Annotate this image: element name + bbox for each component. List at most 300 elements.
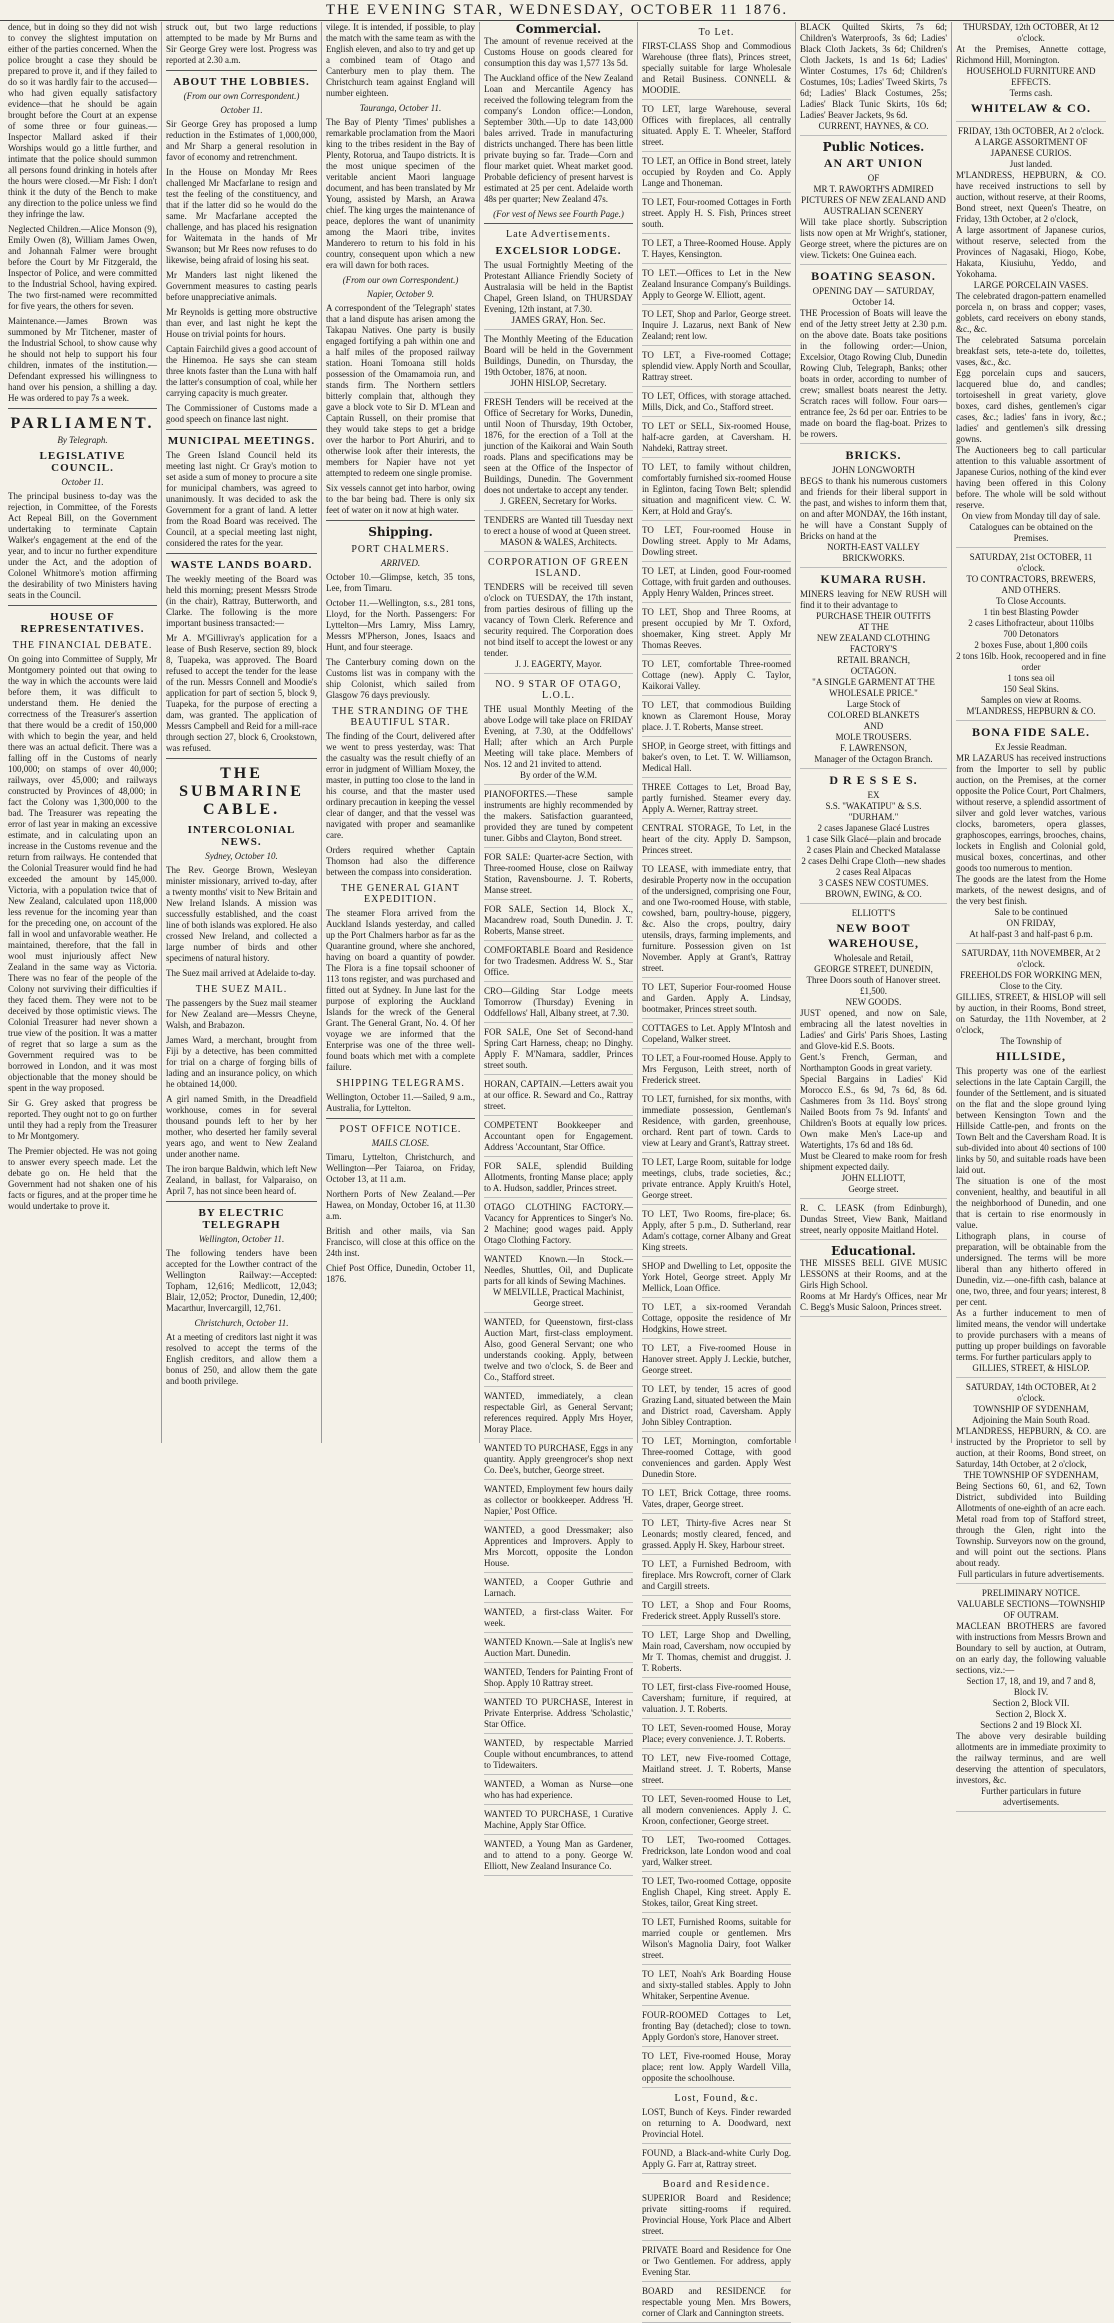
section-heading: Commercial.	[515, 22, 602, 36]
advertisement	[642, 41, 791, 100]
ad-text: TO LET, a Five-roomed House in Hanover street. Apply J. Leckie, butcher, George street.	[642, 1343, 791, 1375]
ad-line: JOHN LONGWORTH	[832, 465, 915, 475]
ad-line: 700 Detonators	[1003, 629, 1059, 639]
ad-line: PRELIMINARY NOTICE.	[981, 1588, 1081, 1598]
ad-text: JUST opened, and now on Sale, embracing all the latest novelties in Ladies' and Girls' Paris Shoes, Lasting and Glove-kid E.S. Boots.	[800, 1008, 947, 1051]
advertisement	[642, 1094, 791, 1153]
column-6	[796, 22, 952, 1443]
ad-text: FOR SALE, Section 14, Block X., Macandrew road, South Dunedin. J. T. Roberts, Manse street.	[484, 904, 633, 936]
ad-signature: JAMES GRAY, Hon. Sec.	[511, 315, 606, 325]
advertisement	[642, 1723, 791, 1749]
advertisement	[484, 1525, 633, 1573]
ad-line: Just landed.	[1009, 159, 1053, 169]
ad-title: KUMARA RUSH.	[820, 572, 927, 586]
article-paragraph: The Canterbury coming down on the Customs list was in company with the ship Colonist, which sailed from Glasgow 76 days previously.	[326, 657, 475, 700]
article-paragraph: Captain Fairchild gives a good account of the Hinemoa. He says she can steam three knots faster than the Luna with half the latter's consumption of coal, while her carrying capacity is much greater.	[166, 344, 317, 398]
ad-text: Will take place shortly. Subscription lists now open at Mr Wright's, stationer, George street, where the pictures are on view. Tickets: One Guinea each.	[800, 217, 947, 260]
ad-text: Gent.'s French, German, and Northampton Goods in great variety.	[800, 1052, 947, 1073]
divider	[166, 1201, 317, 1202]
ad-line: OCTAGON.	[850, 666, 897, 676]
ad-line: SATURDAY, 21st OCTOBER, 11 o'clock.	[969, 552, 1093, 573]
ad-line: GEORGE STREET, DUNEDIN,	[814, 964, 933, 974]
ad-text: R. C. LEASK (from Edinburgh), Dundas Street, View Bank, Maitland street, nearly opposite Maitland Hotel.	[800, 1203, 947, 1235]
byline: (From our own Correspondent.)	[183, 91, 300, 101]
ad-text: GILLIES, STREET, & HISLOP will sell by auction, in their Rooms, Bond street, on Saturday, the 11th November, at 2 o'clock,	[956, 992, 1106, 1035]
advertisement	[800, 572, 947, 769]
advertisement	[642, 1157, 791, 1205]
ad-text: TO LET, Four-roomed House in Dowling street. Apply to Mr Adams, Dowling street.	[642, 525, 791, 557]
ad-text: TO LET, Brick Cottage, three rooms. Vates, draper, George street.	[642, 1488, 791, 1509]
advertisement	[642, 1488, 791, 1514]
advertisement	[642, 782, 791, 819]
ad-line: M'LANDRESS, HEPBURN & CO.	[966, 706, 1096, 716]
ad-title: HILLSIDE,	[995, 1049, 1067, 1063]
ad-text: THREE Cottages to Let, Broad Bay, partly furnished. Steamer every day. Apply A. Werner, Rattray street.	[642, 782, 791, 814]
article-paragraph: In the House on Monday Mr Rees challenged Mr Macfarlane to resign and test the feeling of the constituency, and that if the latter did so he would do the same. Mr Macfarlane accepted the challenge, and has placed his resignation for Waitemata in the hands of Mr Swanson; but Mr Rees now refuses to do likewise, being afraid of losing his seat.	[166, 167, 317, 265]
ad-text: TO LET, Two-roomed Cottages. Fredrickson, late London wood and coal yard, Walker street.	[642, 1835, 791, 1867]
ad-line: 1 tons sea oil	[1007, 673, 1055, 683]
divider	[8, 408, 157, 409]
article-paragraph: At a meeting of creditors last night it was resolved to accept the terms of the English creditors, and allow them a bonus of 250, and allow them the gate and booth privilege.	[166, 1332, 317, 1386]
ad-text: The situation is one of the most convenient, healthy, and beautiful in all the neighborhood of Dunedin, and one that is certain to rise enormously in value.	[956, 1176, 1106, 1230]
advertisement	[642, 2286, 791, 2323]
ad-line: BROWN, EWING, & CO.	[825, 889, 922, 899]
advertisement	[642, 1261, 791, 1298]
divider	[166, 429, 317, 430]
article-paragraph: The Bay of Plenty 'Times' publishes a remarkable proclamation from the Maori king to the tribes resident in the Bay of Plenty, Rotorua, and Taupo districts. It is the most unique specimen of the veritable ancient Maori language document, and has been translated by Mr Young, assisted by Marsh, an Arawa chief. The king urges the maintenance of peace, deplores the want of unanimity among the Maori tribe, invites Manderero to return to his fold in his country, consequent upon which a new era will dawn for both races.	[326, 117, 475, 270]
note: (For vest of News see Fourth Page.)	[493, 209, 624, 219]
ad-text: At the Premises, Annette cottage, Richmond Hill, Mornington.	[956, 44, 1106, 65]
advertisement	[800, 156, 947, 265]
ad-text: TO LET, Thirty-five Acres near St Leonards; mostly cleared, fenced, and grassed. Apply H. Skey, Harbour street.	[642, 1518, 791, 1550]
advertisement	[642, 268, 791, 305]
ad-text: The Monthly Meeting of the Education Board will be held in the Government Buildings, Dunedin, on Thursday, the 19th October, 1876, at noon.	[484, 334, 633, 377]
ad-line: Catalogues can be obtained on the Premises.	[969, 522, 1093, 543]
ad-text: TO LET, furnished, for six months, with immediate possession, Gentleman's Residence, with garden, greenhouse, orchard. Rent part of town. Cards to view at Leary and Grant's, Rattray street.	[642, 1094, 791, 1148]
article-paragraph: On going into Committee of Supply, Mr Montgomery pointed out that owing to the way in which the accounts were laid before them, it was difficult to understand them. He denied the correctness of the Treasurer's assertion that there would be a credit of 150,000 with which to begin the year, and held there was an actual deficit. There was a falling off in the Customs of nearly 100,000; on stamps of over 40,000; railways, over 45,000; and railways constructed by Provinces of 48,000; in fact the Colony was 1,300,000 to the bad. The Treasurer was repeating the error of last year in making an excessive estimate, and in calculating upon an increase in the Customs revenue and the return from railways. He contended that the Colonial Treasurer would find he had exceeded the amount by 145,000. Victoria, with a population twice that of New Zealand, calculated upon 118,000 less revenue for the incoming year than for the preceding one, on account of the fall in wool and unfavorable weather. He maintained, therefore, that the fall in wool must injuriously affect New Zealand in the same way as Victoria. There was no fear of the people of the Colony not surviving their difficulties if they faced them. They were not to be deceived by those optimistic views. The Colonial Treasurer had never shown a true view of the position. It was a matter of regret that so large a sum as the Government required was to be borrowed in London, and it was most objectionable that the money should be spent in the way proposed.	[8, 654, 157, 1093]
ad-line: COLORED BLANKETS	[827, 710, 920, 720]
ad-text: Egg porcelain cups and saucers, lacquered blue do, and candles; tortoiseshell in great variety, glove boxes, card dishes, gentlemen's cigar cases, &c.; ladies' fans in ivory, &c.; ladies' and gentlemen's silk dressing gowns.	[956, 368, 1106, 444]
dateline: Wellington, October 11.	[198, 1234, 285, 1244]
dateline: Christchurch, October 11.	[194, 1318, 289, 1328]
advertisement	[484, 904, 633, 941]
ad-line: Large Stock of	[846, 699, 901, 709]
article-paragraph: Maintenance.—James Brown was summoned by Mr Titchener, master of the Industrial School, to show cause why he should not help to support his four children, inmates of the institution.—Defendant expressed his willingness to hand over his pension, a shilling a day. He was ordered to pay 7s a week.	[8, 316, 157, 403]
ad-text: WANTED Known.—Sale at Inglis's new Auction Mart. Dunedin.	[484, 1637, 633, 1658]
advertisement	[642, 2010, 791, 2047]
advertisement	[642, 238, 791, 264]
ad-text: TO LET, Shop and Three Rooms, at present occupied by Mr T. Oxford, shoemaker, King street. Apply Mr Thomas Reeves.	[642, 607, 791, 650]
ad-text: The goods are the latest from the Home markets, of the newest designs, and of the very best finish.	[956, 874, 1106, 906]
ad-line: 2 cases Lithofracteur, about 110lbs	[968, 618, 1094, 628]
ad-line: GILLIES, STREET, & HISLOP.	[972, 1363, 1090, 1373]
ad-text: A large assortment of Japanese curios, without reserve, selected from the Provinces of Nagasaki, Hiogo, Kobe, Hakata, Kiusiuhu, Yeddo, and Yokohama.	[956, 225, 1106, 279]
ad-title: D R E S S E S.	[829, 773, 918, 787]
masthead	[0, 0, 1114, 21]
advertisement	[642, 1302, 791, 1339]
ad-line: On view from Monday till day of sale.	[961, 511, 1101, 521]
advertisement	[642, 1969, 791, 2006]
advertisement	[642, 2245, 791, 2282]
advertisement	[642, 1835, 791, 1872]
ad-line: F. LAWRENSON,	[840, 743, 907, 753]
advertisement	[800, 269, 947, 444]
ad-text: BEGS to thank his numerous customers and friends for their liberal support in the past, and wishes to inform them that, on and after MONDAY, the 16th instant, he will have a Constant Supply of Bricks on hand at the	[800, 476, 947, 541]
advertisement	[642, 2148, 791, 2174]
ad-text: WANTED, Tenders for Painting Front of Shop. Apply 10 Rattray street.	[484, 1667, 633, 1688]
ad-text: FOR SALE, One Set of Second-hand Spring Cart Harness, cheap; no Dinghy. Apply F. M'Namara, saddler, Princes street south.	[484, 1027, 633, 1070]
ad-text: PRIVATE Board and Residence for One or Two Gentlemen. For address, apply Evening Star.	[642, 2245, 791, 2277]
ad-text: WANTED, by respectable Married Couple without encumbrances, to attend to Tidewaiters.	[484, 1738, 633, 1770]
dateline: October 11.	[61, 477, 104, 487]
ad-text: COTTAGES to Let. Apply M'Intosh and Copeland, Walker street.	[642, 1023, 791, 1044]
advertisement	[642, 309, 791, 346]
ad-text: TO LET, to family without children, comfortably furnished six-roomed House in Eglinton, facing Town Belt; splendid situation and magnificent view. C. W. Kerr, at Hold and Gray's.	[642, 462, 791, 516]
advertisement	[642, 104, 791, 152]
ad-text: TO LET, Offices, with storage attached. Mills, Dick, and Co., Stafford street.	[642, 391, 791, 412]
ad-text: SHOP and Dwelling to Let, opposite the York Hotel, George street. Apply Mr Mellick, Loan Office.	[642, 1261, 791, 1293]
ad-line: SATURDAY, 14th OCTOBER, At 2 o'clock.	[965, 1382, 1097, 1403]
subheading: MAILS CLOSE.	[371, 1138, 430, 1148]
ad-text: WANTED TO PURCHASE, Interest in Private Enterprise. Address 'Scholastic,' Star Office.	[484, 1697, 633, 1729]
section-heading: Educational.	[831, 1244, 916, 1258]
column-1	[4, 22, 162, 1443]
ad-text: MR LAZARUS has received instructions from the Importer to sell by public auction, on the Premises, at the corner opposite the Police Court, Port Chalmers, without reserve, a splendid assortment of silver and gold lever watches, various clocks, barometers, opera glasses, graphoscopes, earrings, brooches, chains, lockets in English and Colonial gold, musical boxes, concertinas, and other goods too numerous to mention.	[956, 753, 1106, 873]
article-paragraph: Neglected Children.—Alice Monson (9), Emily Owen (8), William James Owen, and Johannah Falmer were brought before the Court by Mr Fitzgerald, the Inspector of Police, and were committed to the Industrial School, having expired. The two first-named were recommitted for five years, the others for seven.	[8, 224, 157, 311]
ad-text: Being Sections 60, 61, and 62, Town District, subdivided into Building Allotments of one-eighth of an acre each.	[956, 1481, 1106, 1513]
article-paragraph: The Premier objected. He was not going to answer every speech made. Let the debate go on. He held that the Government had not shaken one of his facts or figures, and at the proper time he would undertake to prove it.	[8, 1146, 157, 1211]
ad-line: £1,500.	[860, 986, 887, 996]
section-heading: ABOUT THE LOBBIES.	[173, 76, 310, 88]
advertisement	[484, 1667, 633, 1693]
ad-text: MINERS leaving for NEW RUSH will find it to their advantage to	[800, 589, 947, 610]
ad-title: AN ART UNION	[823, 156, 924, 170]
ad-line: THE TOWNSHIP OF SYDENHAM,	[963, 1470, 1099, 1480]
ad-line: 150 Seal Skins.	[1003, 684, 1059, 694]
section-heading: Late Advertisements.	[506, 229, 611, 240]
ad-line: A LARGE ASSORTMENT OF JAPANESE CURIOS.	[974, 137, 1088, 158]
dateline: October 11.	[220, 105, 263, 115]
ad-text: FOUR-ROOMED Cottages to Let, fronting Bay (detached); close to town. Apply Gordon's store, Hanover street.	[642, 2010, 791, 2042]
ad-text: TO LET, Shop and Parlor, George street. Inquire J. Lazarus, next Bank of New Zealand; rent low.	[642, 309, 791, 341]
advertisement	[956, 1382, 1106, 1584]
advertisement	[642, 1794, 791, 1831]
advertisement	[956, 725, 1106, 944]
ad-line: LARGE PORCELAIN VASES.	[973, 280, 1089, 290]
ad-line: ON FRIDAY,	[1006, 918, 1056, 928]
ad-line: EX	[867, 790, 880, 800]
ad-line: AND	[863, 721, 884, 731]
ad-line: OPENING DAY — SATURDAY, October 14.	[812, 286, 935, 307]
section-heading: PARLIAMENT.	[10, 415, 155, 432]
article-paragraph: Timaru, Lyttelton, Christchurch, and Wellington—Per Taiaroa, on Friday, October 13, at 11 a.m.	[326, 1152, 475, 1184]
advertisement	[800, 1258, 947, 1317]
ad-text: TO LET, Large Shop and Dwelling, Main road, Caversham, now occupied by Mr T. Thomas, chemist and druggist. J. T. Roberts.	[642, 1630, 791, 1673]
ad-text: FIRST-CLASS Shop and Commodious Warehouse (three flats), Princes street, specially suitable for large Wholesale and Retail Business. CONNELL & MOODIE.	[642, 41, 791, 95]
advertisement	[484, 1317, 633, 1387]
ad-text: The usual Fortnightly Meeting of the Protestant Alliance Friendly Society of Australasia will be held in the Baptist Chapel, Green Island, on THURSDAY Evening, 12th instant, at 7.30.	[484, 260, 633, 314]
section-heading: Public Notices.	[822, 140, 925, 154]
ad-text: TO LET, Two-roomed Cottage, opposite English Chapel, King street. Apply E. Stokes, tailor, Great King street.	[642, 1876, 791, 1908]
advertisement	[484, 986, 633, 1023]
advertisement	[642, 1209, 791, 1257]
ad-text: FOR SALE: Quarter-acre Section, with Three-roomed House, close on Railway Station, Ravensbourne. J. T. Roberts, Manse street.	[484, 852, 633, 895]
ad-text: TO LET, a Furnished Bedroom, with fireplace. Mrs Rowcroft, corner of Clark and Cargill streets.	[642, 1559, 791, 1591]
ad-line: JOHN ELLIOTT,	[841, 1173, 906, 1183]
advertisement	[484, 1484, 633, 1521]
section-heading: Board and Residence.	[662, 2179, 771, 2190]
dateline: Napier, October 9.	[367, 289, 434, 299]
article-paragraph: The amount of revenue received at the Customs House on goods cleared for consumption this day was 1,577 13s 5d.	[484, 36, 633, 68]
divider	[484, 223, 633, 224]
advertisement	[642, 462, 791, 521]
ad-text: TO LET, new Five-roomed Cottage, Maitland street. J. T. Roberts, Manse street.	[642, 1753, 791, 1785]
column-7	[952, 22, 1110, 1807]
ad-text: TO LET, a Three-Roomed House. Apply T. Hayes, Kensington.	[642, 238, 791, 259]
ad-text: THE Procession of Boats will leave the end of the Jetty street Jetty at 2.30 p.m. on the above date. Boats take positions in the following order:—Union, Excelsior, Otago Rowing Club, Dunedin Rowing Club, Telegraph, Banks; other boats in order, according to number of crew; smallest boats nearest the Jetty. Scratch races will follow. Four oars—entrance fee, 2s 6d per oar. Entries to be made on board the flag-boat. Prizes to be rowers.	[800, 308, 947, 439]
ad-text: TO LET, a Five-roomed Cottage; splendid view. Apply North and Scoullar, Rattray street.	[642, 350, 791, 382]
ad-heading: CORPORATION OF GREEN ISLAND.	[487, 557, 630, 579]
ad-line: THURSDAY, 12th OCTOBER, At 12 o'clock.	[963, 22, 1099, 43]
ad-text: WANTED Known.—In Stock.—Needles, Shuttles, Oil, and Duplicate parts for all kinds of Sewing Machines.	[484, 1254, 633, 1286]
advertisement	[642, 2193, 791, 2241]
advertisement	[484, 1254, 633, 1313]
advertisement	[484, 1839, 633, 1876]
advertisement	[484, 1809, 633, 1835]
ad-text: THE usual Monthly Meeting of the above Lodge will take place on FRIDAY Evening, at 7.30, at the Oddfellows' Hall; after which an Arch Purple Meeting will take place. Members of Nos. 12 and 21 invited to attend.	[484, 704, 633, 769]
advertisement	[484, 852, 633, 900]
article-paragraph: The weekly meeting of the Board was held this morning; present Messrs Strode (in the chair), Rattray, Butterworth, and Clarke. The following is the more important business transacted:—	[166, 574, 317, 628]
ad-text: FOUND, a Black-and-white Curly Dog. Apply G. Farr at, Rattray street.	[642, 2148, 791, 2169]
article-paragraph: Six vessels cannot get into harbor, owing to the bar being bad. There is only six feet of water on it now at high water.	[326, 483, 475, 515]
article-paragraph: October 10.—Glimpse, ketch, 35 tons, Lee, from Timaru.	[326, 572, 475, 593]
ad-text: TO LET, comfortable Three-roomed Cottage (new). Apply C. Taylor, Kaikorai Valley.	[642, 659, 791, 691]
advertisement	[484, 515, 633, 552]
ad-line: "A SINGLE GARMENT AT THE WHOLESALE PRICE."	[812, 677, 935, 698]
ad-signature: By order of the W.M.	[520, 770, 597, 780]
advertisement	[484, 1738, 633, 1775]
advertisement	[484, 1697, 633, 1734]
article-heading: THE FINANCIAL DEBATE.	[12, 640, 153, 651]
ad-text: TO LET, Seven-roomed House, Moray Place; every convenience. J. T. Roberts.	[642, 1723, 791, 1744]
ad-text: TO LET or SELL, Six-roomed House, half-acre garden, at Caversham. H. Nahdeki, Rattray street.	[642, 421, 791, 453]
ad-line: To Close Accounts.	[995, 596, 1067, 606]
ad-text: CENTRAL STORAGE, To Let, in the heart of the city. Apply D. Sampson, Princes street.	[642, 823, 791, 855]
ad-text: LOST, Bunch of Keys. Finder rewarded on returning to A. Doodward, next Provincial Hotel.	[642, 2107, 791, 2139]
ad-line: FRIDAY, 13th OCTOBER, At 2 o'clock.	[958, 126, 1104, 136]
column-4	[480, 22, 638, 1871]
advertisement	[800, 773, 947, 904]
ad-text: COMFORTABLE Board and Residence for two Tradesmen. Address W. S., Star Office.	[484, 945, 633, 977]
advertisement	[642, 1023, 791, 1049]
ad-text: SUPERIOR Board and Residence; private sitting-rooms if required. Provincial House, York Place and Albert street.	[642, 2193, 791, 2236]
ad-text: COMPETENT Bookkeeper and Accountant open for Engagement. Address 'Accountant, Star Office.	[484, 1120, 633, 1152]
article-paragraph: The Commissioner of Customs made a good speech on finance last night.	[166, 403, 317, 424]
article-heading: POST OFFICE NOTICE.	[339, 1124, 462, 1135]
ad-line: MR T. RAWORTH'S ADMIRED PICTURES OF NEW ZEALAND AND AUSTRALIAN SCENERY	[801, 184, 946, 216]
ad-text: SHOP, in George street, with fittings and baker's oven, to Let. T. W. Williamson, Medical Hall.	[642, 741, 791, 773]
advertisement	[956, 22, 1106, 122]
ad-text: WANTED, a good Dressmaker; also Apprentices and Improvers. Apply to Mrs Morcott, opposite the London House.	[484, 1525, 633, 1568]
article-heading: THE GENERAL GIANT EXPEDITION.	[341, 883, 460, 905]
advertisement	[800, 908, 947, 1199]
ad-line: Terms cash.	[1009, 88, 1053, 98]
advertisement	[484, 334, 633, 393]
advertisement	[642, 1559, 791, 1596]
ad-text: TO LEASE, with immediate entry, that desirable Property now in the occupation of the undersigned, comprising one Four, and one Two-roomed House, with stable, cowshed, barn, poultry-house, piggery, &c. Also the crops, poultry, dairy utensils, drays, farming implements, and furniture. Possession given on 1st November. Apply at Grant's, Rattray street.	[642, 864, 791, 973]
advertisement	[642, 156, 791, 193]
ad-text: PIANOFORTES.—These sample instruments are highly recommended by the makers. Satisfaction guaranteed, provided they are tuned by competent tuner. Gibbs and Clayton, Bond street.	[484, 789, 633, 843]
section-heading: To Let.	[698, 27, 735, 38]
advertisement	[642, 607, 791, 655]
ad-text: TO LET, Seven-roomed House to Let, all modern conveniences. Apply J. C. Kroon, confectioner, George street.	[642, 1794, 791, 1826]
ad-text: WANTED, Employment few hours daily as collector or bookkeeper. Address 'H. Napier,' Post Office.	[484, 1484, 633, 1516]
ad-line: Wholesale and Retail,	[833, 953, 914, 963]
ad-signature: JOHN HISLOP, Secretary.	[510, 378, 607, 388]
byline: By Telegraph.	[57, 435, 108, 445]
ad-line: ELLIOTT'S	[851, 908, 896, 918]
ad-text: MACLEAN BROTHERS are favored with instructions from Messrs Brown and Boundary to sell by auction, at Outram, on an early day, the following valuable sections, viz.:—	[956, 1621, 1106, 1675]
divider	[8, 605, 157, 606]
advertisement	[484, 945, 633, 982]
article-paragraph: British and other mails, via San Francisco, will close at this office on the 24th inst.	[326, 1226, 475, 1258]
advertisement	[484, 1391, 633, 1439]
advertisement	[642, 2051, 791, 2088]
ad-text: WANTED TO PURCHASE, Eggs in any quantity. Apply greengrocer's shop next Co. Dee's, butcher, George street.	[484, 1443, 633, 1475]
ad-text: TO LET, a Shop and Four Rooms, Frederick street. Apply Russell's store.	[642, 1600, 791, 1621]
ad-line: 2 tons 16lb. Hook, recoopered and in fine order	[956, 651, 1106, 672]
ad-text: TO LET, a Four-roomed House. Apply to Mrs Ferguson, Leith street, north of Frederick street.	[642, 1053, 791, 1085]
ad-text: HORAN, CAPTAIN.—Letters await you at our office. R. Seward and Co., Rattray street.	[484, 1079, 633, 1111]
ad-line: MOLE TROUSERS.	[835, 732, 912, 742]
ad-line: RETAIL BRANCH,	[837, 655, 910, 665]
ad-line: 1 case Silk Glacé—plain and brocade	[805, 834, 942, 844]
advertisement	[642, 1384, 791, 1432]
ad-text: Special Bargains in Ladies' Kid Morocco E.S., 6s 9d, 7s 6d, 8s 6d. Cashmeres from 3s 11d. Boys' strong Nailed Boots from 7s 9d. Infants' and Children's Boots at equally low prices. Own make Men's Lace-up and Watertights, 17s 6d and 18s 6d.	[800, 1074, 947, 1150]
article-paragraph: Mr A. M'Gillivray's application for a lease of Bush Reserve, section 89, block 8, Tuapeka, was approved. The Board refused to accept the tender for the lease of the run. Messrs Connell and Moodie's application for part of section 5, block 9, Tuapeka, for the purpose of erecting a dam, was granted. The application of Messrs Campbell and Reid for a mill-race through section 27, block 6, Crookstown, was refused.	[166, 633, 317, 753]
section-heading: THE SUBMARINE CABLE.	[179, 765, 304, 818]
ad-text: The celebrated dragon-pattern enamelled porcela n, on brass and copper; vases, goblets, card receivers on ebony stands, &c., &c.	[956, 291, 1106, 334]
advertisement	[484, 1443, 633, 1480]
ad-line: Sale to be continued	[994, 907, 1068, 917]
ad-text: TO LET, large Warehouse, several Offices with fireplaces, all centrally situated. Apply E. T. Wheeler, Stafford street.	[642, 104, 791, 147]
advertisement	[642, 1343, 791, 1380]
ad-text: TO LET, Five-roomed House, Moray place; rent low. Apply Wardell Villa, opposite the schoolhouse.	[642, 2051, 791, 2083]
advertisement	[642, 421, 791, 458]
advertisement	[642, 350, 791, 387]
ad-text: Lithograph plans, in course of preparation, will be obtainable from the undersigned. The terms will be more liberal than any hitherto offered in Dunedin, viz.—one-fifth cash, balance at one, two, three, and four years; interest, 8 per cent.	[956, 1231, 1106, 1307]
advertisement	[484, 397, 633, 511]
advertisement	[484, 1607, 633, 1633]
ad-text: TO LET, Four-roomed Cottages in Forth street. Apply H. S. Fish, Princes street south.	[642, 197, 791, 229]
ad-text: CRO—Gilding Star Lodge meets Tomorrow (Thursday) Evening in Oddfellows' Hall, Albany street, at 7.30.	[484, 986, 633, 1018]
ad-title: BOATING SEASON.	[811, 269, 936, 283]
ad-text: Rooms at Mr Hardy's Offices, near Mr C. Begg's Music Saloon, Princes street.	[800, 1291, 947, 1312]
ad-signature: CURRENT, HAYNES, & CO.	[818, 121, 929, 131]
advertisement	[956, 948, 1106, 1378]
ad-text: TENDERS will be received till seven o'clock on TUESDAY, the 17th instant, from parties desirous of filling up the vacancy of Town Clerk. Reference and security required. The Corporation does not bind itself to accept the lowest or any tender.	[484, 582, 633, 658]
ad-line: S.S. "WAKATIPU" & S.S. "DURHAM."	[825, 801, 922, 822]
advertisement	[484, 1577, 633, 1603]
advertisement	[642, 700, 791, 737]
ad-signature: W MELVILLE, Practical Machinist, George street.	[492, 1287, 625, 1308]
ad-text: BOARD and RESIDENCE for respectable young Men. Mrs Bowers, corner of Clark and Cannington streets.	[642, 2286, 791, 2318]
article-heading: THE STRANDING OF THE BEAUTIFUL STAR.	[332, 706, 469, 728]
divider	[326, 1118, 475, 1119]
advertisement	[484, 1779, 633, 1805]
dateline: Sydney, October 10.	[205, 851, 278, 861]
ad-line: 2 cases Delhi Crape Cloth—new shades	[801, 856, 946, 866]
ad-line: 1 tin best Blasting Powder	[983, 607, 1079, 617]
ad-line: TOWNSHIP OF SYDENHAM,	[973, 1404, 1089, 1414]
advertisement	[800, 448, 947, 568]
ad-text: TO LET, Noah's Ark Boarding House and sixty-stalled stables. Apply to John Whitaker, Serpentine Avenue.	[642, 1969, 791, 2001]
ad-line: TO CONTRACTORS, BREWERS, AND OTHERS.	[966, 574, 1096, 595]
ad-line: NORTH-EAST VALLEY BRICKWORKS.	[827, 542, 920, 563]
ad-line: 2 cases Real Alpacas	[835, 867, 912, 877]
subheading: ARRIVED.	[380, 558, 421, 568]
ad-text: M'LANDRESS, HEPBURN, & CO. are instructed by the Proprietor to sell by auction, at their Rooms, Bond street, on Saturday, 14th October, at 2 o'clock,	[956, 1426, 1106, 1469]
ad-text: The celebrated Satsuma porcelain breakfast sets, tete-a-tete do, toilettes, vases, &c., &c.	[956, 335, 1106, 367]
ad-line: Section 2, Block VII.	[992, 1698, 1070, 1708]
article-paragraph: The finding of the Court, delivered after we went to press yesterday, was: That the casualty was the result chiefly of an error in judgment of William Moxey, the master, in putting too close to the land in his course, and that the master used ordinary precaution in keeping the vessel clear of danger, and that the vessel was navigated with proper and seamanlike care.	[326, 731, 475, 840]
signature: Chief Post Office, Dunedin, October 11, 1876.	[326, 1263, 475, 1284]
article-paragraph: The following tenders have been accepted for the Lowther contract of the Wellington Railway:—Accepted: Topham, 12,616; Medlicott, 12,043; Blair, 12,052; Proctor, Dunedin, 12,400; Macarthur, Invercargill, 12,761.	[166, 1248, 317, 1313]
advertisement	[484, 1120, 633, 1157]
section-subheading: INTERCOLONIAL NEWS.	[187, 824, 296, 848]
ad-signature: MASON & WALES, Architects.	[499, 537, 618, 547]
article-paragraph: The iron barque Baldwin, which left New Zealand, in ballast, for Valparaiso, on April 7, has not since been heard of.	[166, 1164, 317, 1196]
advertisement	[484, 1637, 633, 1663]
article-paragraph: A correspondent of the 'Telegraph' states that a land dispute has arisen among the Takapau Natives. One party is busily engaged fortifying a pah within one and a half miles of the proposed railway station. Hoani Tomoana still holds possession of the Omamamoia run, and stands firm. The Northern settlers bitterly complain that, although they gave a block vote to Sir D. M'Lean and Captain Russell, on their promise that they would take steps to get a bridge over the harbor to Port Ahuriri, and to otherwise look after their interests, the members for Napier have not yet attempted to redeem one single promise.	[326, 303, 475, 478]
ad-line: Section 2, Block X.	[995, 1709, 1067, 1719]
article-paragraph: The principal business to-day was the rejection, in Committee, of the Forests Act Repeal Bill, on the Government undertaking to terminate Captain Walker's engagement at the end of the year, and to incur no further expenditure under the Act, and the adoption of Colonel Whitmore's motion affirming the desirability of two Ministers having seats in the Council.	[8, 491, 157, 600]
ad-text: WANTED TO PURCHASE, 1 Curative Machine, Apply Star Office.	[484, 1809, 633, 1830]
ad-signature: J. J. EAGERTY, Mayor.	[515, 659, 602, 669]
ad-line: VALUABLE SECTIONS—TOWNSHIP OF OUTRAM.	[957, 1599, 1105, 1620]
dateline: Tauranga, October 11.	[359, 103, 442, 113]
ad-line: Ex Jessie Readman.	[995, 742, 1067, 752]
ad-heading: EXCELSIOR LODGE.	[495, 245, 622, 257]
ad-line: 3 CASES NEW COSTUMES.	[818, 878, 929, 888]
ad-text: The above very desirable building allotments are in immediate proximity to the railway terminus, and are well deserving the attention of speculators, investors, &c.	[956, 1731, 1106, 1785]
section-heading: BY ELECTRIC TELEGRAPH	[198, 1207, 285, 1231]
advertisement	[956, 126, 1106, 548]
column-3	[322, 22, 480, 1443]
advertisement	[642, 197, 791, 234]
advertisement	[800, 22, 947, 136]
advertisement	[642, 1053, 791, 1090]
ad-text: Metal road from top of Stafford street, through the Glen, right into the Township. Surveyors now on the ground, and will point out the sections. Plans about ready.	[956, 1514, 1106, 1568]
article-paragraph: James Ward, a merchant, brought from Fiji by a detective, has been committed for trial on a charge of forging bills of lading and an insurance policy, on which he obtained 14,000.	[166, 1035, 317, 1089]
article-paragraph: struck out, but two large reductions attempted to be made by Mr Burns and Sir George Grey were lost. Progress was reported at 2.30 a.m.	[166, 22, 317, 65]
ad-text: The Auctioneers beg to call particular attention to this valuable assortment of Japanese Curios, nothing of the kind ever having been offered in this Colony before. The whole will be sold without reserve.	[956, 445, 1106, 510]
ad-line: HOUSEHOLD FURNITURE AND EFFECTS.	[966, 66, 1096, 87]
ad-line: AT THE	[858, 622, 889, 632]
advertisement	[956, 1588, 1106, 1812]
ad-text: WANTED, a Woman as Nurse—one who has had experience.	[484, 1779, 633, 1800]
article-paragraph: October 11.—Wellington, s.s., 281 tons, Lloyd, for the North. Passengers: For Lyttelton—Mrs Lamry, Miss Lamry, Messrs M'Pherson, Jones, Isaacs and Hunt, and four steerage.	[326, 598, 475, 652]
divider	[166, 70, 317, 71]
article-paragraph: The steamer Flora arrived from the Auckland Islands yesterday, and called up the Port Chalmers harbor as far as the Quarantine ground, where she anchored, having on board a quantity of powder. The Flora is a fine topsail schooner of 113 tons register, and was purchased and fitted out at Sydney. In June last for the purpose of exploring the Auckland Islands for the wreck of the General Grant. The General Grant, No. 4. Of her voyage we are informed that the Enterprise was one of the three well-found boats which met with a complete failure.	[326, 908, 475, 1072]
advertisement	[642, 525, 791, 562]
ad-line: SATURDAY, 11th NOVEMBER, At 2 o'clock.	[961, 948, 1101, 969]
ad-text: FOR SALE, splendid Building Allotments, fronting Manse place; apply to A. Hudson, saddler, Princes street.	[484, 1161, 633, 1193]
ad-text: TO LET, at Linden, good Four-roomed Cottage, with fruit garden and outhouses. Apply Henry Walden, Princes street.	[642, 566, 791, 598]
ad-text: WANTED, for Queenstown, first-class Auction Mart, first-class employment. Also, good General Servant; one who understands cooking. Apply, between twelve and two o'clock, S. de Beer and Co., Stafford street.	[484, 1317, 633, 1382]
ad-line: Sections 2 and 19 Block XI.	[980, 1720, 1082, 1730]
advertisement	[484, 1027, 633, 1075]
